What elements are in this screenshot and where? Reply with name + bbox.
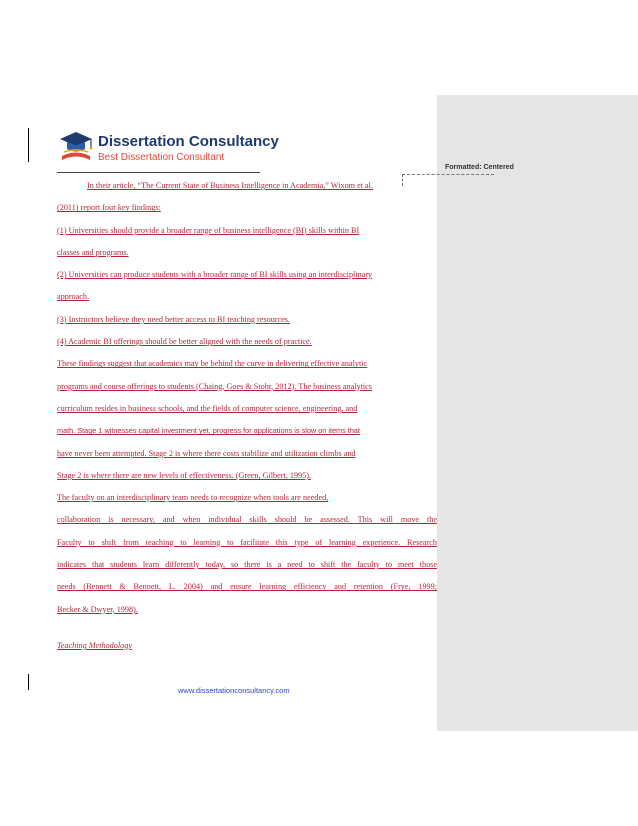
body-line: (1) Universities should provide a broader range of business intelligence (BI) skills within BI (57, 225, 360, 235)
body-line: The faculty on an interdisciplinary team needs to recognize when tools are needed, (57, 493, 329, 503)
logo-subtitle: Best Dissertation Consultant (98, 152, 225, 163)
body-line: Stage 2 is where there are new levels of effectiveness. (Green, Gilbert, 1995). (57, 470, 312, 480)
body-line: These findings suggest that academics may be behind the curve in delivering effective analytic (57, 359, 368, 369)
body-line: In their article, “The Current State of Business Intelligence in Academia,” Wixom et al. (87, 181, 373, 190)
footer-website-link[interactable]: www.dissertationconsultancy.com (178, 686, 290, 695)
comment-connector-line (402, 174, 494, 175)
change-bar-footer (28, 674, 29, 690)
body-line: collaboration is necessary, and when individual skills should be assessed. This will move the (57, 515, 437, 525)
markup-margin-pane (437, 95, 638, 731)
paragraph-gap (57, 626, 437, 640)
section-heading: Teaching Methodology (57, 640, 132, 650)
document-body (57, 180, 437, 662)
body-line: curriculum resides in business schools, and the fields of computer science, engineering, and (57, 403, 358, 413)
body-line: (2011) report four key findings: (57, 203, 161, 213)
body-line: have never been attempted. Stage 2 is where there costs stabilize and utilization climbs and (57, 448, 356, 458)
graduation-cap-book-icon (58, 130, 94, 164)
change-bar-header (28, 128, 29, 162)
body-line: classes and programs. (57, 247, 129, 257)
body-line: approach. (57, 292, 90, 302)
header-rule (57, 172, 260, 173)
body-line: (4) Academic BI offerings should be better aligned with the needs of practice. (57, 337, 312, 347)
body-line: Faculty to shift from teaching to learning to facilitate this type of learning experience. Research (57, 537, 437, 547)
body-line: math. Stage 1 witnesses capital investment yet, progress for applications is slow on items that (57, 426, 360, 436)
body-line: Becker & Dwyer, 1998). (57, 604, 138, 614)
body-line: (2) Universities can produce students with a broader range of BI skills using an interdisciplinary (57, 270, 373, 280)
comment-label-formatted[interactable]: Formatted: Centered (445, 164, 514, 171)
body-line: indicates that students learn differently today, so there is a need to shift the faculty to meet those (57, 560, 437, 570)
body-line: needs (Bennett & Bennett, L. 2004) and ensure learning efficiency and retention (Frye, 1999; (57, 582, 437, 592)
body-line: (3) Instructors believe they need better access to BI teaching resources. (57, 314, 291, 324)
company-logo (58, 130, 279, 168)
logo-title: Dissertation Consultancy (98, 133, 279, 150)
body-line: programs and course offerings to students (Chaing, Goes & Stohr, 2012). The business analytics (57, 381, 372, 391)
